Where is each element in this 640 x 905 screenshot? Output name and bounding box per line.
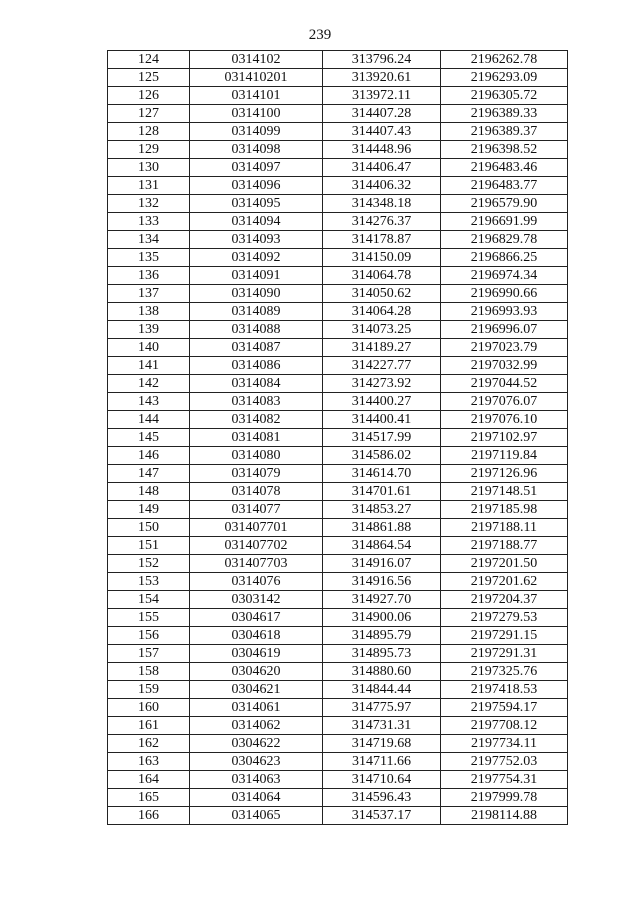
point-number-cell: 153	[108, 573, 190, 591]
point-number-cell: 134	[108, 231, 190, 249]
y-coordinate-cell: 2197126.96	[441, 465, 568, 483]
point-number-cell: 129	[108, 141, 190, 159]
point-id-cell: 0304623	[190, 753, 323, 771]
x-coordinate-cell: 313920.61	[323, 69, 441, 87]
table-row	[108, 177, 568, 195]
x-coordinate-cell: 314927.70	[323, 591, 441, 609]
x-coordinate-cell: 313972.11	[323, 87, 441, 105]
x-coordinate-cell: 314916.07	[323, 555, 441, 573]
point-id-cell: 0314096	[190, 177, 323, 195]
table-row	[108, 771, 568, 789]
x-coordinate-cell: 314916.56	[323, 573, 441, 591]
point-number-cell: 158	[108, 663, 190, 681]
point-id-cell: 0314098	[190, 141, 323, 159]
y-coordinate-cell: 2196996.07	[441, 321, 568, 339]
table-row	[108, 87, 568, 105]
point-number-cell: 126	[108, 87, 190, 105]
table-row	[108, 141, 568, 159]
x-coordinate-cell: 314614.70	[323, 465, 441, 483]
x-coordinate-cell: 314895.73	[323, 645, 441, 663]
point-number-cell: 136	[108, 267, 190, 285]
table-row	[108, 285, 568, 303]
table-row	[108, 483, 568, 501]
table-row	[108, 231, 568, 249]
point-number-cell: 128	[108, 123, 190, 141]
x-coordinate-cell: 314407.28	[323, 105, 441, 123]
point-number-cell: 157	[108, 645, 190, 663]
x-coordinate-cell: 314400.27	[323, 393, 441, 411]
y-coordinate-cell: 2197076.07	[441, 393, 568, 411]
point-number-cell: 149	[108, 501, 190, 519]
y-coordinate-cell: 2197291.15	[441, 627, 568, 645]
y-coordinate-cell: 2196389.37	[441, 123, 568, 141]
y-coordinate-cell: 2196829.78	[441, 231, 568, 249]
point-id-cell: 031407702	[190, 537, 323, 555]
point-id-cell: 0314082	[190, 411, 323, 429]
point-number-cell: 142	[108, 375, 190, 393]
x-coordinate-cell: 314189.27	[323, 339, 441, 357]
point-number-cell: 148	[108, 483, 190, 501]
point-id-cell: 0314065	[190, 807, 323, 825]
y-coordinate-cell: 2196293.09	[441, 69, 568, 87]
point-id-cell: 031410201	[190, 69, 323, 87]
x-coordinate-cell: 314900.06	[323, 609, 441, 627]
point-number-cell: 138	[108, 303, 190, 321]
y-coordinate-cell: 2196483.77	[441, 177, 568, 195]
y-coordinate-cell: 2196579.90	[441, 195, 568, 213]
x-coordinate-cell: 314407.43	[323, 123, 441, 141]
x-coordinate-cell: 314073.25	[323, 321, 441, 339]
point-number-cell: 127	[108, 105, 190, 123]
x-coordinate-cell: 314844.44	[323, 681, 441, 699]
point-id-cell: 0314080	[190, 447, 323, 465]
table-row	[108, 609, 568, 627]
point-number-cell: 144	[108, 411, 190, 429]
x-coordinate-cell: 314064.28	[323, 303, 441, 321]
x-coordinate-cell: 313796.24	[323, 51, 441, 69]
coordinates-table-body	[108, 51, 568, 825]
point-id-cell: 0314101	[190, 87, 323, 105]
point-number-cell: 137	[108, 285, 190, 303]
point-number-cell: 150	[108, 519, 190, 537]
x-coordinate-cell: 314406.32	[323, 177, 441, 195]
point-number-cell: 160	[108, 699, 190, 717]
x-coordinate-cell: 314050.62	[323, 285, 441, 303]
table-row	[108, 159, 568, 177]
point-id-cell: 0314063	[190, 771, 323, 789]
point-id-cell: 0304619	[190, 645, 323, 663]
table-row	[108, 573, 568, 591]
y-coordinate-cell: 2197291.31	[441, 645, 568, 663]
point-id-cell: 0314088	[190, 321, 323, 339]
point-number-cell: 139	[108, 321, 190, 339]
y-coordinate-cell: 2197752.03	[441, 753, 568, 771]
y-coordinate-cell: 2196262.78	[441, 51, 568, 69]
x-coordinate-cell: 314864.54	[323, 537, 441, 555]
table-row	[108, 789, 568, 807]
point-id-cell: 0314092	[190, 249, 323, 267]
point-number-cell: 147	[108, 465, 190, 483]
point-id-cell: 0314089	[190, 303, 323, 321]
x-coordinate-cell: 314400.41	[323, 411, 441, 429]
point-id-cell: 0303142	[190, 591, 323, 609]
table-row	[108, 717, 568, 735]
y-coordinate-cell: 2197023.79	[441, 339, 568, 357]
x-coordinate-cell: 314227.77	[323, 357, 441, 375]
point-number-cell: 164	[108, 771, 190, 789]
x-coordinate-cell: 314517.99	[323, 429, 441, 447]
table-row	[108, 699, 568, 717]
y-coordinate-cell: 2196993.93	[441, 303, 568, 321]
y-coordinate-cell: 2196990.66	[441, 285, 568, 303]
table-row	[108, 537, 568, 555]
point-id-cell: 0314091	[190, 267, 323, 285]
x-coordinate-cell: 314150.09	[323, 249, 441, 267]
table-row	[108, 429, 568, 447]
x-coordinate-cell: 314711.66	[323, 753, 441, 771]
point-number-cell: 133	[108, 213, 190, 231]
point-id-cell: 0314079	[190, 465, 323, 483]
table-row	[108, 303, 568, 321]
point-id-cell: 0314086	[190, 357, 323, 375]
point-number-cell: 159	[108, 681, 190, 699]
point-id-cell: 0314084	[190, 375, 323, 393]
point-id-cell: 0314087	[190, 339, 323, 357]
point-number-cell: 145	[108, 429, 190, 447]
y-coordinate-cell: 2197325.76	[441, 663, 568, 681]
point-number-cell: 154	[108, 591, 190, 609]
point-id-cell: 031407703	[190, 555, 323, 573]
y-coordinate-cell: 2196974.34	[441, 267, 568, 285]
point-id-cell: 0314064	[190, 789, 323, 807]
point-number-cell: 155	[108, 609, 190, 627]
table-row	[108, 663, 568, 681]
y-coordinate-cell: 2196483.46	[441, 159, 568, 177]
table-row	[108, 591, 568, 609]
point-id-cell: 0304621	[190, 681, 323, 699]
x-coordinate-cell: 314853.27	[323, 501, 441, 519]
point-id-cell: 0314081	[190, 429, 323, 447]
x-coordinate-cell: 314710.64	[323, 771, 441, 789]
point-number-cell: 135	[108, 249, 190, 267]
y-coordinate-cell: 2197044.52	[441, 375, 568, 393]
y-coordinate-cell: 2197754.31	[441, 771, 568, 789]
table-row	[108, 519, 568, 537]
y-coordinate-cell: 2197148.51	[441, 483, 568, 501]
y-coordinate-cell: 2196305.72	[441, 87, 568, 105]
x-coordinate-cell: 314586.02	[323, 447, 441, 465]
point-number-cell: 141	[108, 357, 190, 375]
point-id-cell: 0314076	[190, 573, 323, 591]
y-coordinate-cell: 2197185.98	[441, 501, 568, 519]
table-row	[108, 69, 568, 87]
table-row	[108, 357, 568, 375]
page-number: 239	[308, 27, 332, 43]
table-row	[108, 249, 568, 267]
point-id-cell: 0314090	[190, 285, 323, 303]
point-id-cell: 0314077	[190, 501, 323, 519]
y-coordinate-cell: 2197102.97	[441, 429, 568, 447]
point-number-cell: 143	[108, 393, 190, 411]
x-coordinate-cell: 314596.43	[323, 789, 441, 807]
y-coordinate-cell: 2197032.99	[441, 357, 568, 375]
y-coordinate-cell: 2197188.11	[441, 519, 568, 537]
point-number-cell: 124	[108, 51, 190, 69]
point-number-cell: 166	[108, 807, 190, 825]
x-coordinate-cell: 314775.97	[323, 699, 441, 717]
point-id-cell: 0304622	[190, 735, 323, 753]
y-coordinate-cell: 2197594.17	[441, 699, 568, 717]
x-coordinate-cell: 314895.79	[323, 627, 441, 645]
table-row	[108, 321, 568, 339]
x-coordinate-cell: 314406.47	[323, 159, 441, 177]
x-coordinate-cell: 314348.18	[323, 195, 441, 213]
point-number-cell: 152	[108, 555, 190, 573]
point-id-cell: 0314095	[190, 195, 323, 213]
point-id-cell: 031407701	[190, 519, 323, 537]
x-coordinate-cell: 314276.37	[323, 213, 441, 231]
x-coordinate-cell: 314273.92	[323, 375, 441, 393]
table-row	[108, 465, 568, 483]
y-coordinate-cell: 2196389.33	[441, 105, 568, 123]
point-number-cell: 156	[108, 627, 190, 645]
point-number-cell: 125	[108, 69, 190, 87]
point-number-cell: 132	[108, 195, 190, 213]
table-row	[108, 213, 568, 231]
y-coordinate-cell: 2196691.99	[441, 213, 568, 231]
x-coordinate-cell: 314537.17	[323, 807, 441, 825]
y-coordinate-cell: 2197188.77	[441, 537, 568, 555]
x-coordinate-cell: 314880.60	[323, 663, 441, 681]
coordinates-table	[107, 50, 568, 825]
y-coordinate-cell: 2197418.53	[441, 681, 568, 699]
table-row	[108, 681, 568, 699]
y-coordinate-cell: 2197119.84	[441, 447, 568, 465]
point-number-cell: 140	[108, 339, 190, 357]
y-coordinate-cell: 2197279.53	[441, 609, 568, 627]
y-coordinate-cell: 2197708.12	[441, 717, 568, 735]
table-row	[108, 627, 568, 645]
y-coordinate-cell: 2198114.88	[441, 807, 568, 825]
point-id-cell: 0314097	[190, 159, 323, 177]
x-coordinate-cell: 314701.61	[323, 483, 441, 501]
point-id-cell: 0314102	[190, 51, 323, 69]
y-coordinate-cell: 2197999.78	[441, 789, 568, 807]
x-coordinate-cell: 314178.87	[323, 231, 441, 249]
point-number-cell: 131	[108, 177, 190, 195]
x-coordinate-cell: 314731.31	[323, 717, 441, 735]
x-coordinate-cell: 314064.78	[323, 267, 441, 285]
point-number-cell: 165	[108, 789, 190, 807]
point-id-cell: 0314093	[190, 231, 323, 249]
table-row	[108, 807, 568, 825]
table-row	[108, 195, 568, 213]
point-id-cell: 0314061	[190, 699, 323, 717]
point-number-cell: 161	[108, 717, 190, 735]
table-row	[108, 555, 568, 573]
table-row	[108, 501, 568, 519]
x-coordinate-cell: 314719.68	[323, 735, 441, 753]
point-id-cell: 0314099	[190, 123, 323, 141]
point-id-cell: 0314062	[190, 717, 323, 735]
point-number-cell: 130	[108, 159, 190, 177]
point-id-cell: 0314083	[190, 393, 323, 411]
y-coordinate-cell: 2197201.62	[441, 573, 568, 591]
point-number-cell: 146	[108, 447, 190, 465]
table-row	[108, 411, 568, 429]
table-row	[108, 735, 568, 753]
table-row	[108, 375, 568, 393]
point-number-cell: 151	[108, 537, 190, 555]
point-id-cell: 0304618	[190, 627, 323, 645]
point-id-cell: 0304617	[190, 609, 323, 627]
table-row	[108, 123, 568, 141]
y-coordinate-cell: 2197201.50	[441, 555, 568, 573]
point-number-cell: 163	[108, 753, 190, 771]
table-row	[108, 51, 568, 69]
table-row	[108, 105, 568, 123]
point-number-cell: 162	[108, 735, 190, 753]
point-id-cell: 0314100	[190, 105, 323, 123]
table-row	[108, 393, 568, 411]
table-row	[108, 645, 568, 663]
table-row	[108, 447, 568, 465]
point-id-cell: 0314078	[190, 483, 323, 501]
y-coordinate-cell: 2197076.10	[441, 411, 568, 429]
y-coordinate-cell: 2196398.52	[441, 141, 568, 159]
x-coordinate-cell: 314448.96	[323, 141, 441, 159]
table-row	[108, 339, 568, 357]
y-coordinate-cell: 2196866.25	[441, 249, 568, 267]
table-row	[108, 267, 568, 285]
point-id-cell: 0304620	[190, 663, 323, 681]
y-coordinate-cell: 2197204.37	[441, 591, 568, 609]
x-coordinate-cell: 314861.88	[323, 519, 441, 537]
point-id-cell: 0314094	[190, 213, 323, 231]
table-row	[108, 753, 568, 771]
y-coordinate-cell: 2197734.11	[441, 735, 568, 753]
